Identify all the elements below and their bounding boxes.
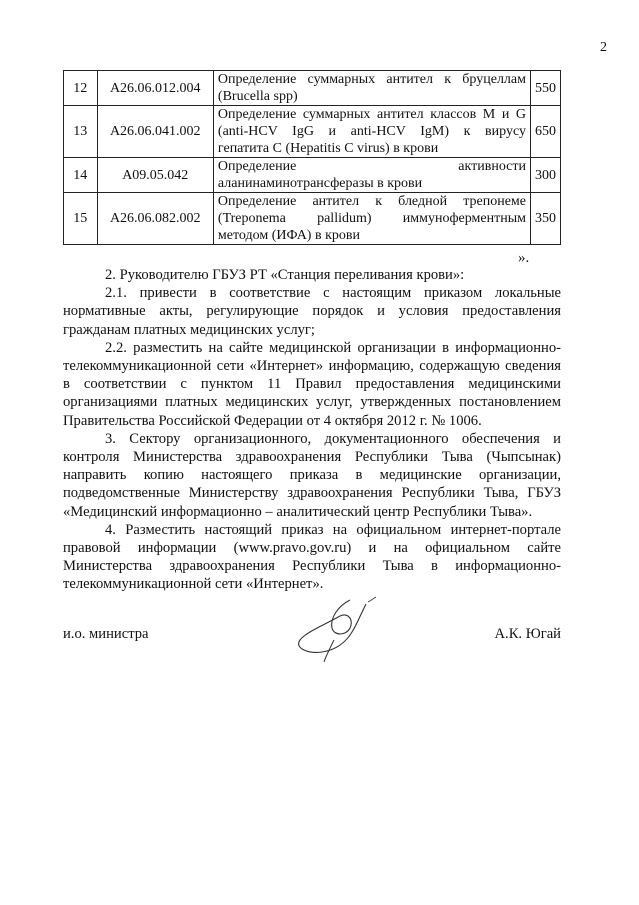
service-name-line: аланинаминотрансферазы в крови <box>217 176 423 191</box>
signatory-title: и.о. министра <box>63 626 149 642</box>
paragraph: 2.1. привести в соответствие с настоящим приказом локальные нормативные акты, регулирующие порядок и условия предоставления гражданам платных медицинских услуг; <box>63 285 561 338</box>
table-row <box>64 158 561 193</box>
table-row <box>64 71 561 106</box>
row-number: 15 <box>64 193 98 245</box>
service-code: A26.06.041.002 <box>97 106 213 158</box>
row-number: 14 <box>64 158 98 193</box>
service-name-line: (anti-HCV IgG и anti-HCV IgM) к вирусу <box>217 124 526 139</box>
services-price-table <box>63 70 561 245</box>
service-name-line: Определение антител к бледной трепонеме <box>217 194 526 209</box>
order-body <box>63 266 561 594</box>
paragraph: 2.2. разместить на сайте медицинской организации в информационно-телекоммуникационной сети «Интернет» информацию, содержащую сведения в соответствии с пунктом 11 Правил предоставления медицинскими организациями платных медицинских услуг, утвержденных постановлением Правительства Российской Федерации от 4 октября 2012 г. № 1006. <box>63 339 561 429</box>
service-code: A26.06.082.002 <box>97 193 213 245</box>
service-price: 650 <box>531 106 561 158</box>
closing-quote: ». <box>518 250 530 266</box>
service-name-line: (Brucella spp) <box>217 89 298 104</box>
service-price: 350 <box>531 193 561 245</box>
service-name-line: Определение суммарных антител к бруцеллам <box>217 72 526 87</box>
signature-block <box>63 626 561 646</box>
service-code: A09.05.042 <box>97 158 213 193</box>
service-name <box>213 193 530 245</box>
service-name <box>213 106 530 158</box>
service-price: 300 <box>531 158 561 193</box>
page-number: 2 <box>600 40 607 55</box>
paragraph: 3. Сектору организационного, документационного обеспечения и контроля Министерства здравоохранения Республики Тыва (Чыпсынак) направить копию настоящего приказа в медицинские организации, подведомственные Министерству здравоохранения Республики Тыва, ГБУЗ «Медицинский информационно – аналитический центр Республики Тыва». <box>63 430 561 520</box>
table-row <box>64 106 561 158</box>
table-row <box>64 193 561 245</box>
service-name <box>213 71 530 106</box>
service-price: 550 <box>531 71 561 106</box>
service-name-line: методом (ИФА) в крови <box>217 228 360 243</box>
row-number: 12 <box>64 71 98 106</box>
service-name-line: гепатита С (Hepatitis C virus) в крови <box>217 141 439 156</box>
paragraph: 2. Руководителю ГБУЗ РТ «Станция переливания крови»: <box>105 267 465 283</box>
paragraph: 4. Разместить настоящий приказ на официальном интернет-портале правовой информации (www.pravo.gov.ru) и на официальном сайте Министерства здравоохранения Республики Тыва в информационно-телекоммуникационной сети «Интернет». <box>63 521 561 593</box>
row-number: 13 <box>64 106 98 158</box>
service-name-line: Определение активности <box>217 159 526 174</box>
service-code: A26.06.012.004 <box>97 71 213 106</box>
service-name <box>213 158 530 193</box>
service-name-line: (Treponema pallidum) иммуноферментным <box>217 211 526 226</box>
signatory-name: А.К. Югай <box>494 626 561 642</box>
service-name-line: Определение суммарных антител классов M и G <box>217 107 526 122</box>
